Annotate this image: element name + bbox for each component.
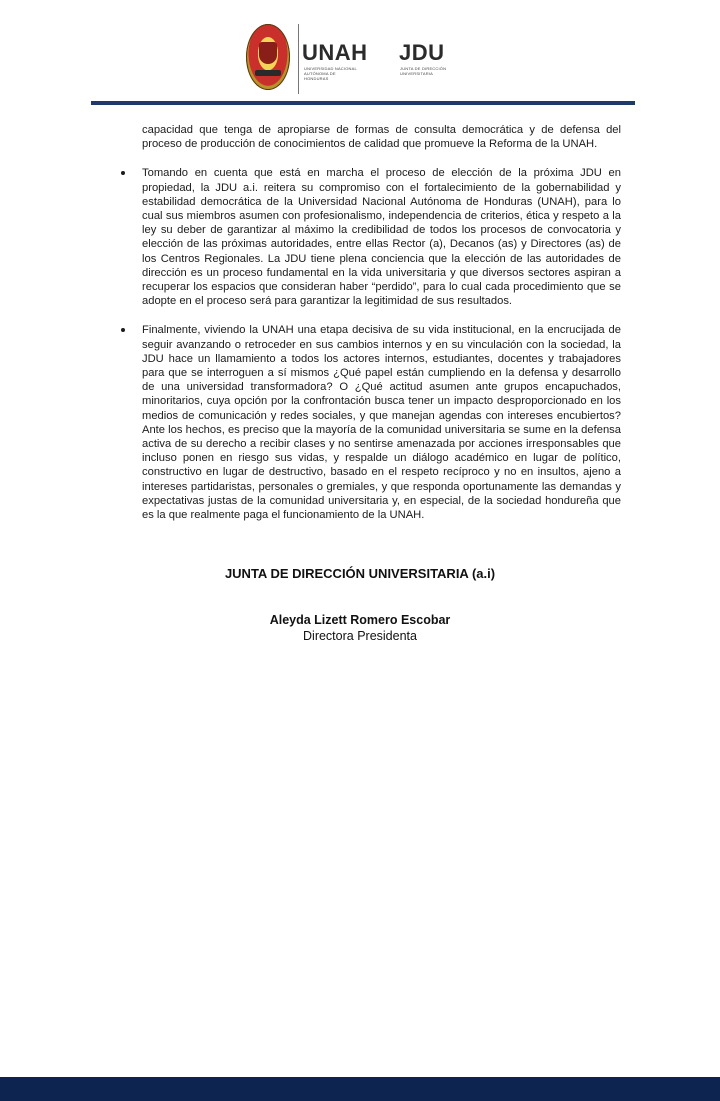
unah-logo-text: UNAH xyxy=(302,40,368,65)
header-rule xyxy=(91,101,635,105)
header-divider xyxy=(298,24,299,94)
bullet-text: Tomando en cuenta que está en marcha el proceso de elección de la próxima JDU en propiedad, la JDU a.i. reitera su compromiso con el fortalecimiento de la gobernabilidad y estabilidad democrática de la Universidad Nacional Autónoma de Honduras (UNAH), para lo cual sus miembros asumen con profesionalismo, independencia de criterios, ética y respeto a la ley su deber de garantizar al máximo la credibilidad de todos los procesos de convocatoria y elección de las próximas autoridades, entre ellas Rector (a), Decanos (as) y Directores (as) de los Centros Regionales. La JDU tiene plena conciencia que la elección de las autoridades de dirección es un proceso fundamental en la vida universitaria y que diversos sectores aspiran a recuperar los espacios que consideran haber “perdido”, para lo cual cada procedimiento que se adopte en el proceso será para garantizar la legitimidad de sus resultados. xyxy=(142,167,621,308)
seal-band xyxy=(255,70,281,76)
signature-organization: JUNTA DE DIRECCIÓN UNIVERSITARIA (a.i) xyxy=(224,566,496,581)
intro-paragraph: capacidad que tenga de apropiarse de formas de consulta democrática y de defensa del proceso de producción de conocimientos de calidad que promueve la Reforma de la UNAH. xyxy=(142,124,621,151)
bullet-text: Finalmente, viviendo la UNAH una etapa decisiva de su vida institucional, en la encrucijada de seguir avanzando o retroceder en sus cambios internos y en su vinculación con la sociedad, la JDU hace un llamamiento a todos los actores internos, estudiantes, docentes y trabajadores para que se interroguen a sí mismos ¿Qué papel están cumpliendo en la defensa y desarrollo de una universidad transformadora? O ¿Qué actitud asumen ante grupos encapuchados, minoritarios, cuya opción por la confrontación busca tener un impacto desproporcionado en los medios de comunicación y redes sociales, y que manejan agendas con intereses encubiertos? Ante los hechos, es preciso que la mayoría de la comunidad universitaria se sume en la defensa activa de su derecho a recibir clases y no sentirse amenazada por acciones irresponsables que incluso ponen en riesgo sus vidas, y respalde un diálogo académico en lugar de político, constructivo en lugar de destructivo, basado en el respeto recíproco y no en insultos, ajeno a intereses partidaristas, personales o gremiales, y que responda oportunamente las demandas y expectativas justas de la comunidad universitaria y, en especial, de la sociedad hondureña que es la que realmente paga el funcionamiento de la UNAH. xyxy=(142,324,621,522)
bullet-icon xyxy=(121,328,125,332)
footer-bar xyxy=(0,1077,720,1101)
bullet-paragraph xyxy=(142,166,621,308)
jdu-subtitle: JUNTA DE DIRECCIÓN UNIVERSITARIA xyxy=(400,66,447,76)
signature-role: Directora Presidenta xyxy=(303,629,417,643)
jdu-logo-text: JDU xyxy=(399,40,445,65)
letterhead xyxy=(0,0,720,110)
university-seal-icon xyxy=(246,24,290,90)
seal-shield xyxy=(259,42,277,64)
bullet-paragraph xyxy=(142,323,621,522)
unah-subtitle: UNIVERSIDAD NACIONAL AUTÓNOMA DE HONDURAS xyxy=(304,66,357,81)
document-body xyxy=(142,123,621,522)
bullet-icon xyxy=(121,171,125,175)
signature-name: Aleyda Lizett Romero Escobar xyxy=(269,613,451,627)
